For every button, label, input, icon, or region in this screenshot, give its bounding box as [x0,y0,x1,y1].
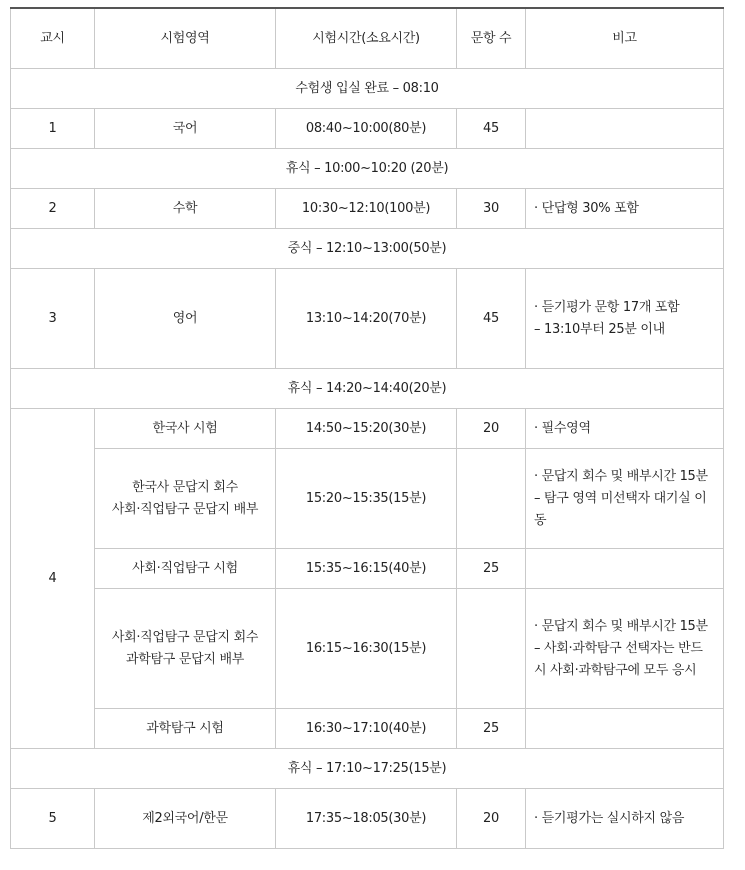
count-cell: 30 [457,189,526,229]
note-cell [526,589,724,709]
subject-cell: 과학탐구 시험 [95,709,276,749]
period-cell: 1 [11,109,95,149]
time-cell: 16:15~16:30(15분) [276,589,457,709]
header-subject: 시험영역 [95,8,276,69]
note-line: · 문답지 회수 및 배부시간 15분 [534,468,708,484]
count-cell: 25 [457,709,526,749]
count-cell: 45 [457,109,526,149]
subject-cell [95,449,276,549]
count-cell: 25 [457,549,526,589]
header-note: 비고 [526,8,724,69]
time-cell: 15:35~16:15(40분) [276,549,457,589]
note-cell [526,269,724,369]
time-cell: 08:40~10:00(80분) [276,109,457,149]
table-row [11,589,724,709]
time-cell: 17:35~18:05(30분) [276,789,457,849]
break-cell: 휴식 – 17:10~17:25(15분) [11,749,724,789]
note-cell [526,449,724,549]
subject-line: 과학탐구 문답지 배부 [126,651,244,667]
entry-row [11,69,724,109]
note-line: 동 [534,512,547,528]
time-cell: 14:50~15:20(30분) [276,409,457,449]
subject-cell: 제2외국어/한문 [95,789,276,849]
note-line: – 탐구 영역 미선택자 대기실 이 [534,490,707,506]
note-line: · 문답지 회수 및 배부시간 15분 [534,618,708,634]
header-period: 교시 [11,8,95,69]
break-row [11,149,724,189]
table-row [11,269,724,369]
period-cell: 3 [11,269,95,369]
period-cell: 4 [11,409,95,749]
note-cell [526,109,724,149]
break-row [11,369,724,409]
subject-cell: 사회·직업탐구 시험 [95,549,276,589]
period-cell: 5 [11,789,95,849]
time-cell: 16:30~17:10(40분) [276,709,457,749]
subject-cell: 한국사 시험 [95,409,276,449]
note-cell: · 필수영역 [526,409,724,449]
subject-cell: 수학 [95,189,276,229]
time-cell: 10:30~12:10(100분) [276,189,457,229]
table-row [11,709,724,749]
note-cell: · 단답형 30% 포함 [526,189,724,229]
count-cell: 45 [457,269,526,369]
count-cell [457,589,526,709]
break-cell: 휴식 – 10:00~10:20 (20분) [11,149,724,189]
exam-schedule-table [10,7,724,849]
break-cell: 휴식 – 14:20~14:40(20분) [11,369,724,409]
note-line: · 듣기평가 문항 17개 포함 [534,299,680,315]
table-row [11,549,724,589]
note-cell [526,549,724,589]
time-cell: 13:10~14:20(70분) [276,269,457,369]
header-count: 문항 수 [457,8,526,69]
table-row [11,789,724,849]
note-line: – 사회·과학탐구 선택자는 반드 [534,640,703,656]
break-row [11,749,724,789]
subject-line: 사회·직업탐구 문답지 회수 [111,629,259,645]
table-row [11,109,724,149]
subject-cell: 영어 [95,269,276,369]
count-cell [457,449,526,549]
note-line: 시 사회·과학탐구에 모두 응시 [534,662,697,678]
subject-line: 사회·직업탐구 문답지 배부 [111,501,259,517]
lunch-cell: 중식 – 12:10~13:00(50분) [11,229,724,269]
header-time: 시험시간(소요시간) [276,8,457,69]
entry-cell: 수험생 입실 완료 – 08:10 [11,69,724,109]
note-line: – 13:10부터 25분 이내 [534,321,665,337]
note-cell [526,709,724,749]
subject-cell: 국어 [95,109,276,149]
subject-cell [95,589,276,709]
lunch-row [11,229,724,269]
table-row [11,449,724,549]
subject-line: 한국사 문답지 회수 [132,479,238,495]
count-cell: 20 [457,789,526,849]
table-row [11,409,724,449]
count-cell: 20 [457,409,526,449]
header-row [11,8,724,69]
table-row [11,189,724,229]
note-cell: · 듣기평가는 실시하지 않음 [526,789,724,849]
period-cell: 2 [11,189,95,229]
time-cell: 15:20~15:35(15분) [276,449,457,549]
